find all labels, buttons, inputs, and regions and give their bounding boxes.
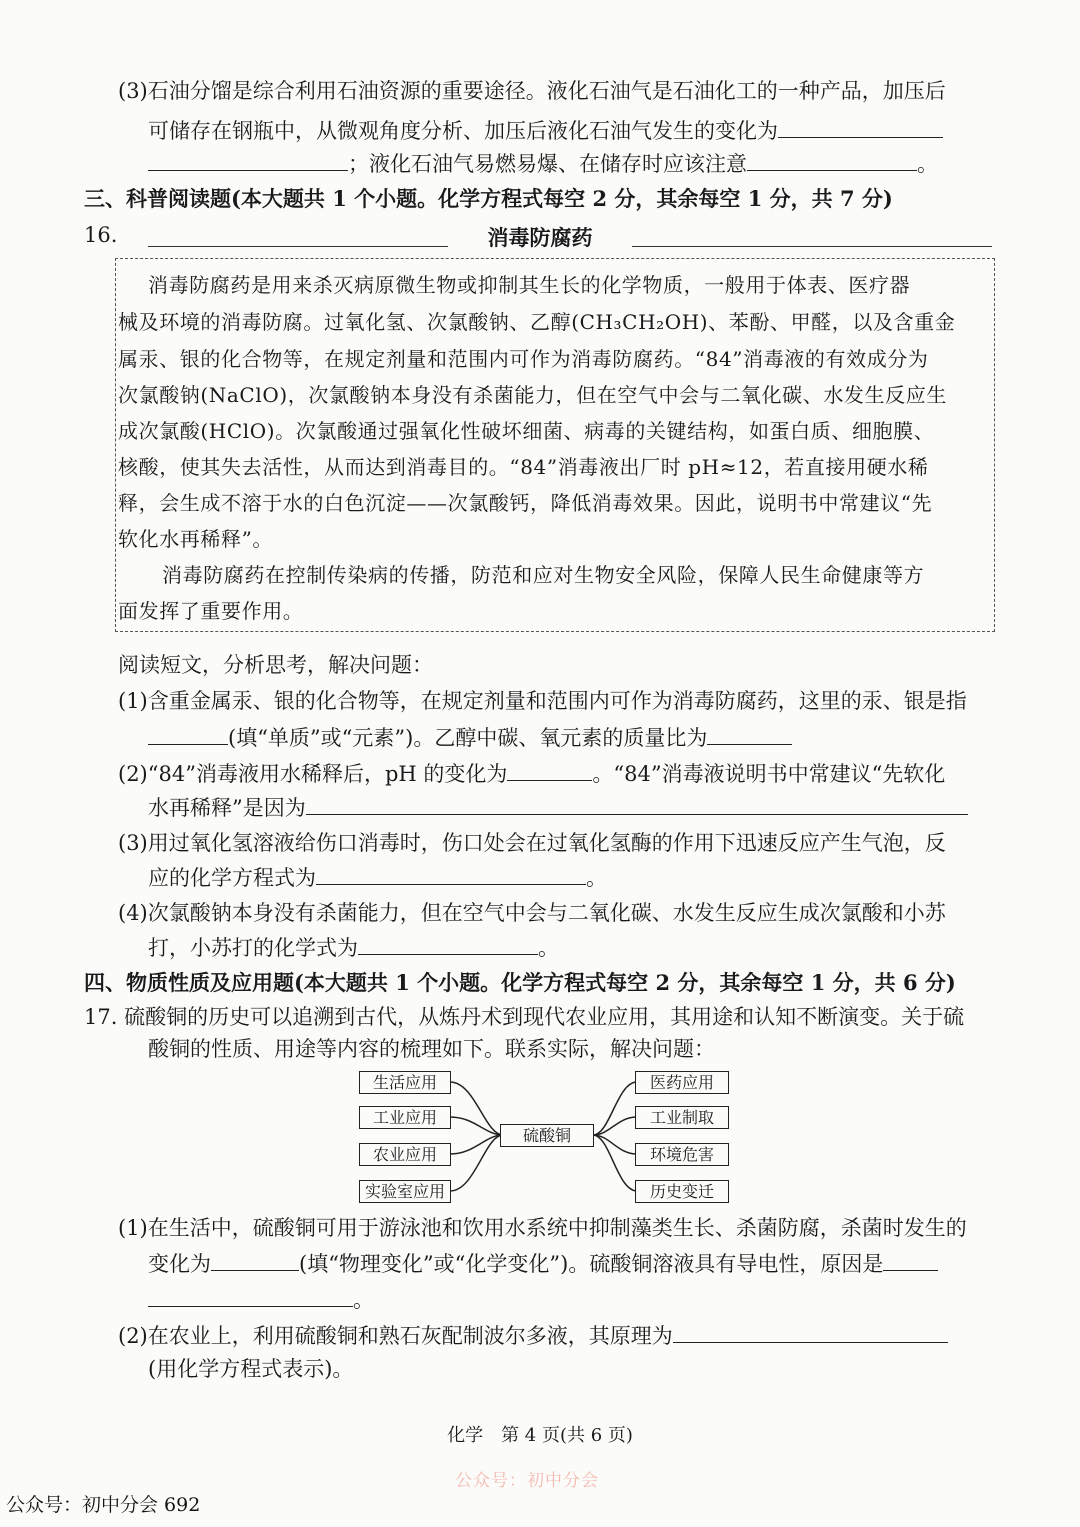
- diagram-box-industrial-production: 工业制取: [635, 1106, 729, 1129]
- section3-heading: 三、科普阅读题(本大题共 1 个小题。化学方程式每空 2 分，其余每空 1 分，共 7 分): [84, 186, 893, 211]
- q16-3-line1: (3)用过氧化氢溶液给伤口消毒时，伤口处会在过氧化氢酶的作用下迅速反应产生气泡，反: [118, 831, 946, 855]
- q17-1-line3: [148, 1286, 374, 1313]
- q16-2-line1: [118, 760, 945, 787]
- answer-blank-q17-1c[interactable]: [148, 1286, 353, 1307]
- answer-blank-q17-1a[interactable]: [211, 1250, 299, 1271]
- diagram-box-medical-use: 医药应用: [635, 1071, 729, 1094]
- passage-line: 核酸，使其失去活性，从而达到消毒目的。“84”消毒液出厂时 pH≈12，若直接用硬水稀: [118, 455, 929, 479]
- answer-blank-q16-2a[interactable]: [507, 760, 592, 781]
- q17-1-line2b: (填“物理变化”或“化学变化”)。硫酸铜溶液具有导电性，原因是: [299, 1252, 884, 1276]
- section4-heading: 四、物质性质及应用题(本大题共 1 个小题。化学方程式每空 2 分，其余每空 1 分，共 6 分): [84, 970, 956, 995]
- passage-line: 释，会生成不溶于水的白色沉淀——次氯酸钙，降低消毒效果。因此，说明书中常建议“先: [118, 491, 933, 515]
- answer-blank-q16-2b[interactable]: [306, 794, 968, 815]
- q17-2-line2: (用化学方程式表示)。: [148, 1357, 354, 1381]
- diagram-box-agriculture-use: 农业应用: [359, 1143, 451, 1166]
- diagram-box-center: 硫酸铜: [500, 1124, 594, 1147]
- passage-line: 次氯酸钠(NaClO)，次氯酸钠本身没有杀菌能力，但在空气中会与二氧化碳、水发生反应生: [118, 383, 947, 407]
- q16-1-line2: [148, 724, 792, 751]
- diagram-box-life-use: 生活应用: [359, 1071, 451, 1094]
- q15-3-line1: (3)石油分馏是综合利用石油资源的重要途径。液化石油气是石油化工的一种产品，加压后: [118, 79, 946, 103]
- q17-2-line1-text: (2)在农业上，利用硫酸铜和熟石灰配制波尔多液，其原理为: [118, 1324, 673, 1348]
- period: 。: [538, 936, 559, 960]
- answer-blank-q16-1a[interactable]: [148, 724, 228, 745]
- passage-line: 软化水再稀释”。: [118, 527, 274, 551]
- answer-blank-q15-3c[interactable]: [747, 150, 917, 171]
- q15-3-line3: [148, 150, 938, 177]
- period: 。: [586, 866, 607, 890]
- q15-3-line3-end: 。: [917, 152, 938, 176]
- answer-blank-q17-2[interactable]: [673, 1322, 948, 1343]
- passage-line: 消毒防腐药在控制传染病的传播，防范和应对生物安全风险，保障人民生命健康等方: [162, 563, 925, 587]
- answer-blank-q16-1b[interactable]: [707, 724, 792, 745]
- period: 。: [353, 1288, 374, 1312]
- q17-line2: 酸铜的性质、用途等内容的梳理如下。联系实际，解决问题：: [148, 1037, 715, 1061]
- page-footer: 化学 第 4 页(共 6 页): [447, 1425, 633, 1446]
- q15-3-line2: [148, 117, 943, 144]
- passage-line: 属汞、银的化合物等，在规定剂量和范围内可作为消毒防腐药。“84”消毒液的有效成分为: [118, 347, 929, 371]
- q16-2-line2: [148, 794, 968, 821]
- q17-line1: 17. 硫酸铜的历史可以追溯到古代，从炼丹术到现代农业应用，其用途和认知不断演变。关于硫: [84, 1005, 965, 1029]
- q16-2-line2-text: 水再稀释”是因为: [148, 796, 306, 820]
- q17-1-line2a: 变化为: [148, 1252, 211, 1276]
- q16-4-line2-text: 打，小苏打的化学式为: [148, 936, 358, 960]
- diagram-box-lab-use: 实验室应用: [359, 1180, 451, 1203]
- answer-blank-q15-3b[interactable]: [148, 150, 348, 171]
- q16-2-line1a: (2)“84”消毒液用水稀释后，pH 的变化为: [118, 762, 508, 786]
- q16-3-line2: [148, 864, 607, 891]
- diagram-box-industry-use: 工业应用: [359, 1106, 451, 1129]
- answer-blank-q15-3a[interactable]: [778, 117, 943, 138]
- diagram-box-history: 历史变迁: [635, 1180, 729, 1203]
- q17-1-line1: (1)在生活中，硫酸铜可用于游泳池和饮用水系统中抑制藻类生长、杀菌防腐，杀菌时发生的: [118, 1216, 967, 1240]
- q17-2-line1: [118, 1322, 948, 1349]
- diagram-box-environmental-hazard: 环境危害: [635, 1143, 729, 1166]
- watermark-light: 公众号：初中分会: [455, 1471, 599, 1491]
- answer-blank-q17-1b[interactable]: [883, 1250, 938, 1271]
- q16-1-line1: (1)含重金属汞、银的化合物等，在规定剂量和范围内可作为消毒防腐药，这里的汞、银是指: [118, 689, 967, 713]
- q16-4-line2: [148, 934, 559, 961]
- q17-1-line2: [148, 1250, 938, 1277]
- q16-2-line1b: 。“84”消毒液说明书中常建议“先软化: [592, 762, 946, 786]
- q16-1-line2-text: (填“单质”或“元素”)。乙醇中碳、氧元素的质量比为: [228, 726, 708, 750]
- answer-blank-q16-4[interactable]: [358, 934, 538, 955]
- question-number-16: 16.: [84, 223, 118, 247]
- copper-sulfate-diagram: [355, 1063, 735, 1208]
- passage-line: 械及环境的消毒防腐。过氧化氢、次氯酸钠、乙醇(CH₃CH₂OH)、苯酚、甲醛，以及含重金: [118, 310, 956, 334]
- q16-4-line1: (4)次氯酸钠本身没有杀菌能力，但在空气中会与二氧化碳、水发生反应生成次氯酸和小苏: [118, 901, 946, 925]
- q16-intro: 阅读短文，分析思考，解决问题：: [118, 653, 433, 677]
- q15-3-line2-text: 可储存在钢瓶中，从微观角度分析、加压后液化石油气发生的变化为: [148, 119, 778, 143]
- passage-line: 消毒防腐药是用来杀灭病原微生物或抑制其生长的化学物质，一般用于体表、医疗器: [148, 273, 911, 297]
- q15-3-line3-mid: ；液化石油气易燃易爆、在储存时应该注意: [348, 152, 747, 176]
- passage-title: 消毒防腐药: [487, 225, 593, 250]
- answer-blank-q16-3[interactable]: [316, 864, 586, 885]
- passage-line: 成次氯酸(HClO)。次氯酸通过强氧化性破坏细菌、病毒的关键结构，如蛋白质、细胞膜、: [118, 419, 935, 443]
- watermark-dark: 公众号：初中分会 692: [6, 1494, 201, 1516]
- passage-line: 面发挥了重要作用。: [118, 599, 304, 623]
- q16-3-line2-text: 应的化学方程式为: [148, 866, 316, 890]
